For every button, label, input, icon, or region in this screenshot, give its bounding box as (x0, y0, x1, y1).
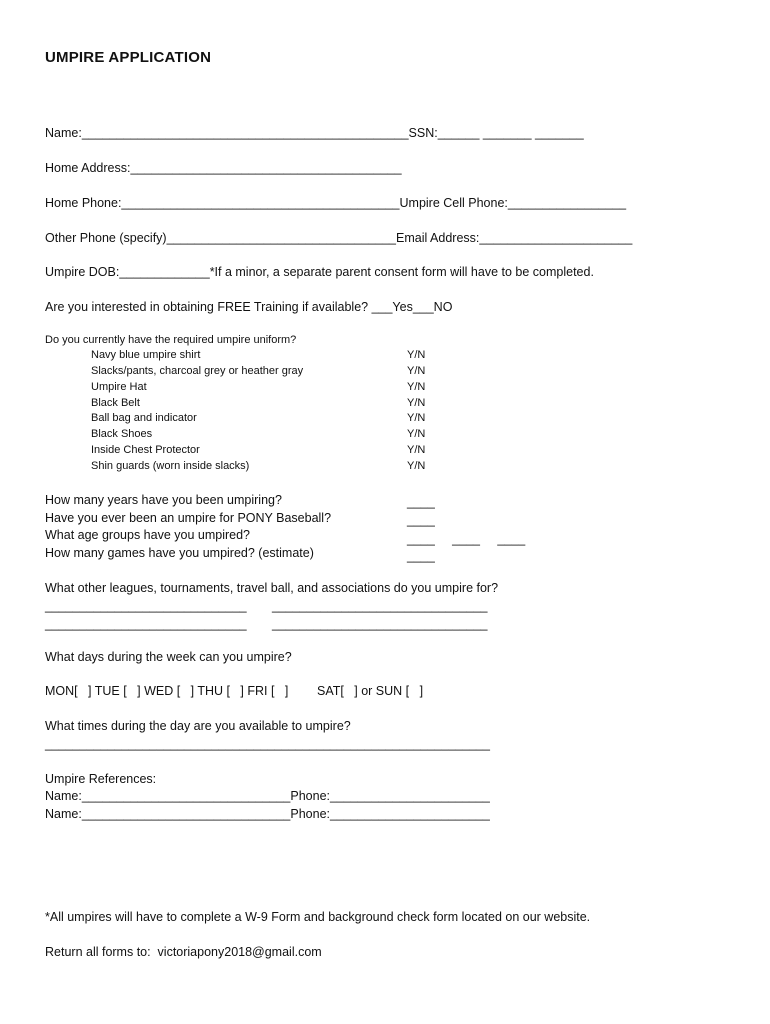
uniform-item-answer[interactable]: Y/N (407, 460, 426, 472)
experience-blank[interactable]: ____ ____ ____ (407, 532, 526, 546)
uniform-item-answer[interactable]: Y/N (407, 397, 426, 409)
uniform-item-answer[interactable]: Y/N (407, 365, 426, 377)
weekday-checkboxes[interactable]: MON[ ] TUE [ ] WED [ ] THU [ ] FRI [ ] (45, 684, 289, 698)
reference-line[interactable]: Name:______________________________Phone:_______________________ (45, 807, 490, 821)
experience-question: What age groups have you umpired? (45, 528, 250, 542)
weekend-checkboxes[interactable]: SAT[ ] or SUN [ ] (317, 684, 424, 698)
dob-line[interactable]: Umpire DOB:_____________*If a minor, a separate parent consent form will have to be completed. (45, 265, 594, 279)
uniform-item-label: Black Belt (91, 397, 140, 409)
uniform-item-answer[interactable]: Y/N (407, 444, 426, 456)
experience-blank[interactable]: ____ (407, 513, 435, 527)
uniform-item-label: Ball bag and indicator (91, 412, 197, 424)
uniform-item-label: Shin guards (worn inside slacks) (91, 460, 250, 472)
other-phone-email-line[interactable]: Other Phone (specify)_________________________________Email Address:______________________ (45, 231, 633, 245)
phones-line[interactable]: Home Phone:________________________________________Umpire Cell Phone:_________________ (45, 196, 627, 210)
uniform-item-label: Navy blue umpire shirt (91, 349, 201, 361)
times-blank[interactable]: ________________________________________________________________ (45, 737, 490, 751)
page-title: UMPIRE APPLICATION (45, 49, 212, 66)
uniform-item-label: Black Shoes (91, 428, 153, 440)
home-address-line[interactable]: Home Address:_______________________________________ (45, 161, 402, 175)
experience-blank[interactable]: ____ (407, 549, 435, 563)
w9-note: *All umpires will have to complete a W-9 Form and background check form located on our website. (45, 910, 591, 924)
uniform-item-answer[interactable]: Y/N (407, 381, 426, 393)
uniform-question: Do you currently have the required umpire uniform? (45, 334, 297, 346)
references-label: Umpire References: (45, 772, 157, 786)
training-line[interactable]: Are you interested in obtaining FREE Training if available? ___Yes___NO (45, 300, 453, 314)
leagues-question: What other leagues, tournaments, travel ball, and associations do you umpire for? (45, 581, 499, 595)
times-question: What times during the day are you available to umpire? (45, 719, 351, 733)
experience-question: How many games have you umpired? (estimate) (45, 546, 314, 560)
uniform-item-label: Inside Chest Protector (91, 444, 200, 456)
experience-question: How many years have you been umpiring? (45, 493, 282, 507)
uniform-item-answer[interactable]: Y/N (407, 349, 426, 361)
days-question: What days during the week can you umpire? (45, 650, 292, 664)
return-forms-line: Return all forms to: victoriapony2018@gmail.com (45, 945, 322, 959)
experience-blank[interactable]: ____ (407, 495, 435, 509)
uniform-item-label: Umpire Hat (91, 381, 147, 393)
uniform-item-answer[interactable]: Y/N (407, 412, 426, 424)
leagues-blank[interactable]: _______________________________ (272, 599, 488, 613)
experience-question: Have you ever been an umpire for PONY Baseball? (45, 511, 332, 525)
uniform-item-answer[interactable]: Y/N (407, 428, 426, 440)
leagues-blank[interactable]: _____________________________ (45, 599, 247, 613)
leagues-blank[interactable]: _____________________________ (45, 617, 247, 631)
leagues-blank[interactable]: _______________________________ (272, 617, 488, 631)
name-ssn-line[interactable]: Name:_______________________________________________SSN:______ _______ _______ (45, 126, 584, 140)
uniform-item-label: Slacks/pants, charcoal grey or heather gray (91, 365, 304, 377)
reference-line[interactable]: Name:______________________________Phone:_______________________ (45, 789, 490, 803)
